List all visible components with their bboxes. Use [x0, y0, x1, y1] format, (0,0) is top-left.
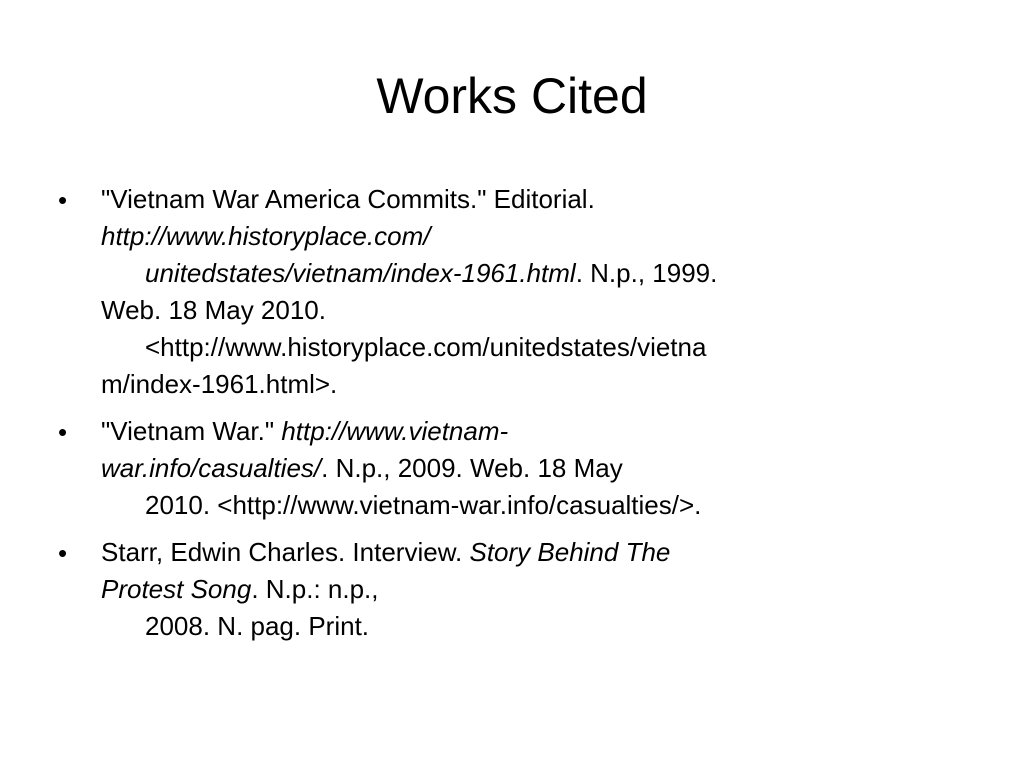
citation-line [101, 450, 958, 487]
slide-title: Works Cited [376, 68, 648, 124]
citation-text: m/index-1961.html>. [101, 369, 338, 399]
citation-line [101, 292, 958, 329]
citation-line [101, 366, 958, 403]
citation-line [101, 608, 958, 645]
bullet-icon: • [58, 417, 68, 447]
citation-author-text: Starr, Edwin Charles. Interview. [101, 537, 470, 567]
works-cited-list [58, 181, 958, 655]
citation-work-title: Protest Song [101, 574, 252, 604]
citation-text: . N.p.: n.p., [251, 574, 379, 604]
citation-line [101, 218, 958, 255]
citation-work-title: Story Behind The [469, 537, 671, 567]
citation-text: 2008. N. pag. Print. [145, 611, 370, 641]
citation-text: Web. 18 May 2010. [101, 295, 326, 325]
citation-text: . N.p., 2009. Web. 18 May [321, 453, 623, 483]
citation-url: war.info/casualties/ [101, 453, 322, 483]
citation-line [101, 571, 958, 608]
citation-line [101, 413, 958, 450]
citation-url: unitedstates/vietnam/index-1961.html [145, 258, 576, 288]
citation-line [101, 181, 958, 218]
citation-entry [58, 534, 958, 645]
citation-line [101, 534, 958, 571]
citation-url: http://www.vietnam- [281, 416, 509, 446]
citation-url: http://www.historyplace.com/ [101, 221, 431, 251]
bullet-icon: • [58, 185, 68, 215]
citation-line [101, 255, 958, 292]
citation-text: <http://www.historyplace.com/unitedstates/vietna [145, 332, 707, 362]
citation-text: . N.p., 1999. [575, 258, 718, 288]
citation-text: 2010. <http://www.vietnam-war.info/casualties/>. [145, 490, 702, 520]
citation-line [101, 329, 958, 366]
citation-line [101, 487, 958, 524]
citation-title-text: "Vietnam War." [101, 416, 282, 446]
citation-entry [58, 181, 958, 403]
citation-title-text: "Vietnam War America Commits." Editorial. [101, 184, 595, 214]
bullet-icon: • [58, 538, 68, 568]
citation-entry [58, 413, 958, 524]
